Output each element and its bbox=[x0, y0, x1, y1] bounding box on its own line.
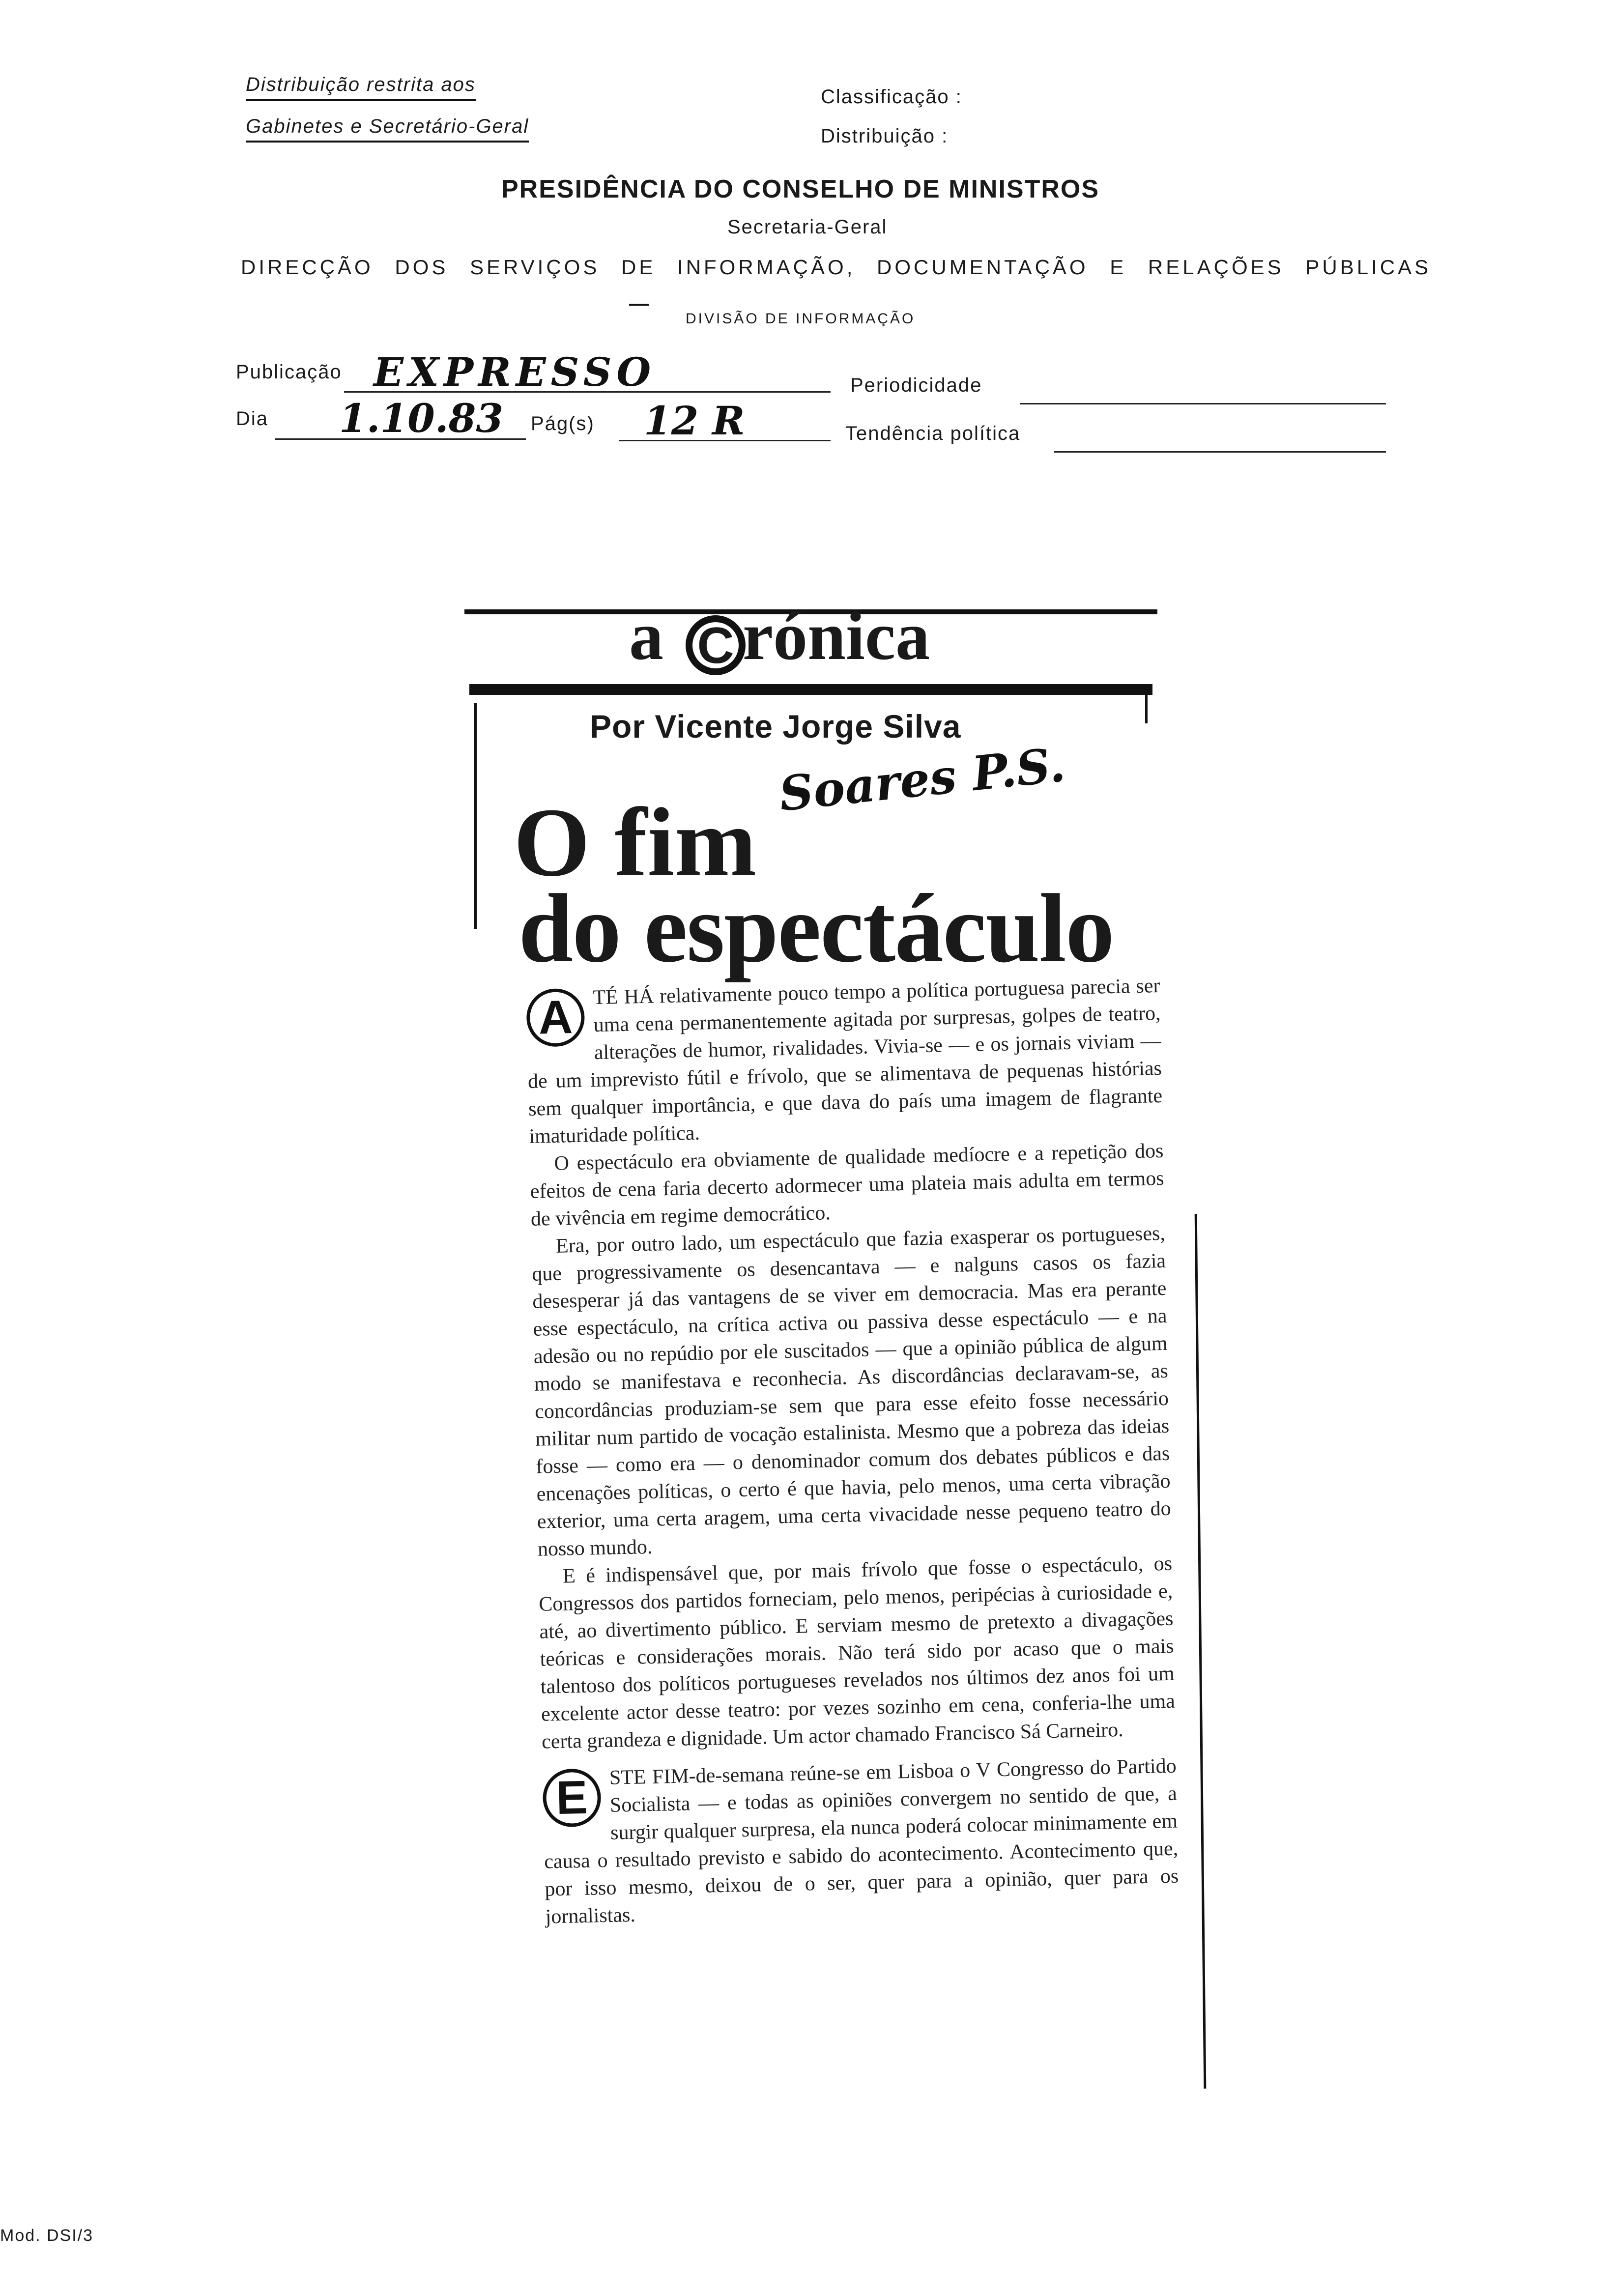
clipping-left-border bbox=[474, 703, 477, 929]
publicacao-label: Publicação bbox=[236, 361, 342, 383]
masthead-rest: rónica bbox=[743, 598, 930, 674]
paragraph-1: TÉ HÁ relativamente pouco tempo a política portuguesa parecia ser uma cena permanentemente agitada por surpresas, golpes de teatro, alterações de humor, rivalidades. Vivia-se — e os jornais viviam — de um imprevisto fútil e frívolo, que se alimentava de pequenas histórias sem qualquer importância, e que dava do país uma imagem de flagrante imaturidade política. bbox=[527, 974, 1163, 1148]
distribuicao-label: Distribuição : bbox=[821, 125, 949, 147]
classificacao-label: Classificação : bbox=[821, 86, 962, 108]
masthead-logo-c bbox=[686, 615, 746, 675]
tendencia-label: Tendência política bbox=[845, 423, 1021, 444]
masthead-logo-letter: C bbox=[697, 617, 734, 674]
pags-field bbox=[619, 398, 831, 444]
secretariat-heading: Secretaria-Geral bbox=[727, 216, 888, 238]
distribution-note-line2: Gabinetes e Secretário-Geral bbox=[246, 115, 529, 143]
publicacao-handwritten: EXPRESSO bbox=[374, 349, 656, 395]
clipping-right-border bbox=[1145, 684, 1148, 723]
column-right-rule bbox=[1195, 1214, 1207, 2089]
pags-label: Pág(s) bbox=[531, 413, 595, 434]
distribution-note-line1: Distribuição restrita aos bbox=[246, 74, 476, 101]
publicacao-field bbox=[344, 349, 831, 395]
periodicidade-label: Periodicidade bbox=[850, 374, 982, 396]
margin-annotation: Soares P.S. bbox=[777, 736, 1068, 822]
tendencia-field bbox=[1054, 428, 1386, 453]
division-heading: DIVISÃO DE INFORMAÇÃO bbox=[686, 311, 916, 327]
paragraph-3: Era, por outro lado, um espectáculo que fazia exasperar os portugueses, que progressivamente os desencantava — e nalguns casos os fazia desesperar já das vantagens de se viver em democracia. Mas era perante esse espectáculo, na crítica activa ou passiva desse espectáculo — e na adesão ou no repúdio por ele suscitados — que a opinião pública de algum modo se manifestava e reconhecia. As discordâncias declaravam-se, as concordâncias produziam-se sem que para esse efeito fosse necessário militar num partido de vocação estalinista. Mesmo que a pobreza das ideias fosse — como era — o denominador comum dos debates públicos e das encenações políticas, o certo é que havia, pelo menos, uma certa vibração exterior, uma certa aragem, uma certa vivacidade nesse pequeno teatro do nosso mundo. bbox=[531, 1222, 1172, 1561]
dia-label: Dia bbox=[236, 408, 269, 430]
masthead-prefix: a bbox=[629, 598, 663, 674]
clipping-masthead-rule bbox=[469, 684, 1152, 695]
paragraph-4: E é indispensável que, por mais frívolo que fosse o espectáculo, os Congressos dos partidos forneciam, pelo menos, peripécias à curiosidade e, até, ao divertimento público. E serviam mesmo de pretexto a divagações teóricas e considerações morais. Não terá sido por acaso que o mais talentoso dos políticos portugueses revelados nos últimos dez anos foi um excelente actor desse teatro: por vezes sozinho em cena, conferia-lhe uma certa grandeza e dignidade. Um actor chamado Francisco Sá Carneiro. bbox=[538, 1552, 1176, 1753]
byline: Por Vicente Jorge Silva bbox=[590, 708, 961, 745]
dropcap-a: A bbox=[526, 988, 585, 1047]
cronica-masthead bbox=[629, 597, 930, 676]
article-title-line1: O fim bbox=[514, 788, 757, 897]
form-code: Mod. DSI/3 bbox=[0, 2226, 94, 2245]
pags-handwritten: 12 R bbox=[644, 398, 745, 444]
dia-field bbox=[275, 395, 526, 441]
paragraph-5: STE FIM-de-semana reúne-se em Lisboa o V Congresso do Partido Socialista — e todas as opiniões convergem no sentido de que, a surgir qualquer surpresa, ela nunca poderá colocar minimamente em causa o resultado previsto e sabido do acontecimento. Acontecimento que, por isso mesmo, deixou de o ser, quer para a opinião, quer para os jornalistas. bbox=[544, 1754, 1179, 1928]
periodicidade-field bbox=[1020, 378, 1386, 404]
division-dash bbox=[629, 304, 649, 306]
article-body bbox=[526, 972, 1184, 2130]
paragraph-2: O espectáculo era obviamente de qualidade medíocre e a repetição dos efeitos de cena faria decerto adormecer uma plateia mais adulta em termos de vivência em regime democrático. bbox=[530, 1139, 1164, 1231]
article-title-line2: do espectáculo bbox=[518, 874, 1114, 983]
dropcap-e: E bbox=[542, 1768, 601, 1827]
presidency-heading: PRESIDÊNCIA DO CONSELHO DE MINISTROS bbox=[501, 175, 1100, 203]
dia-handwritten: 1.10.83 bbox=[339, 395, 504, 441]
directorate-heading: DIRECÇÃO DOS SERVIÇOS DE INFORMAÇÃO, DOCUMENTAÇÃO E RELAÇÕES PÚBLICAS bbox=[241, 256, 1432, 279]
